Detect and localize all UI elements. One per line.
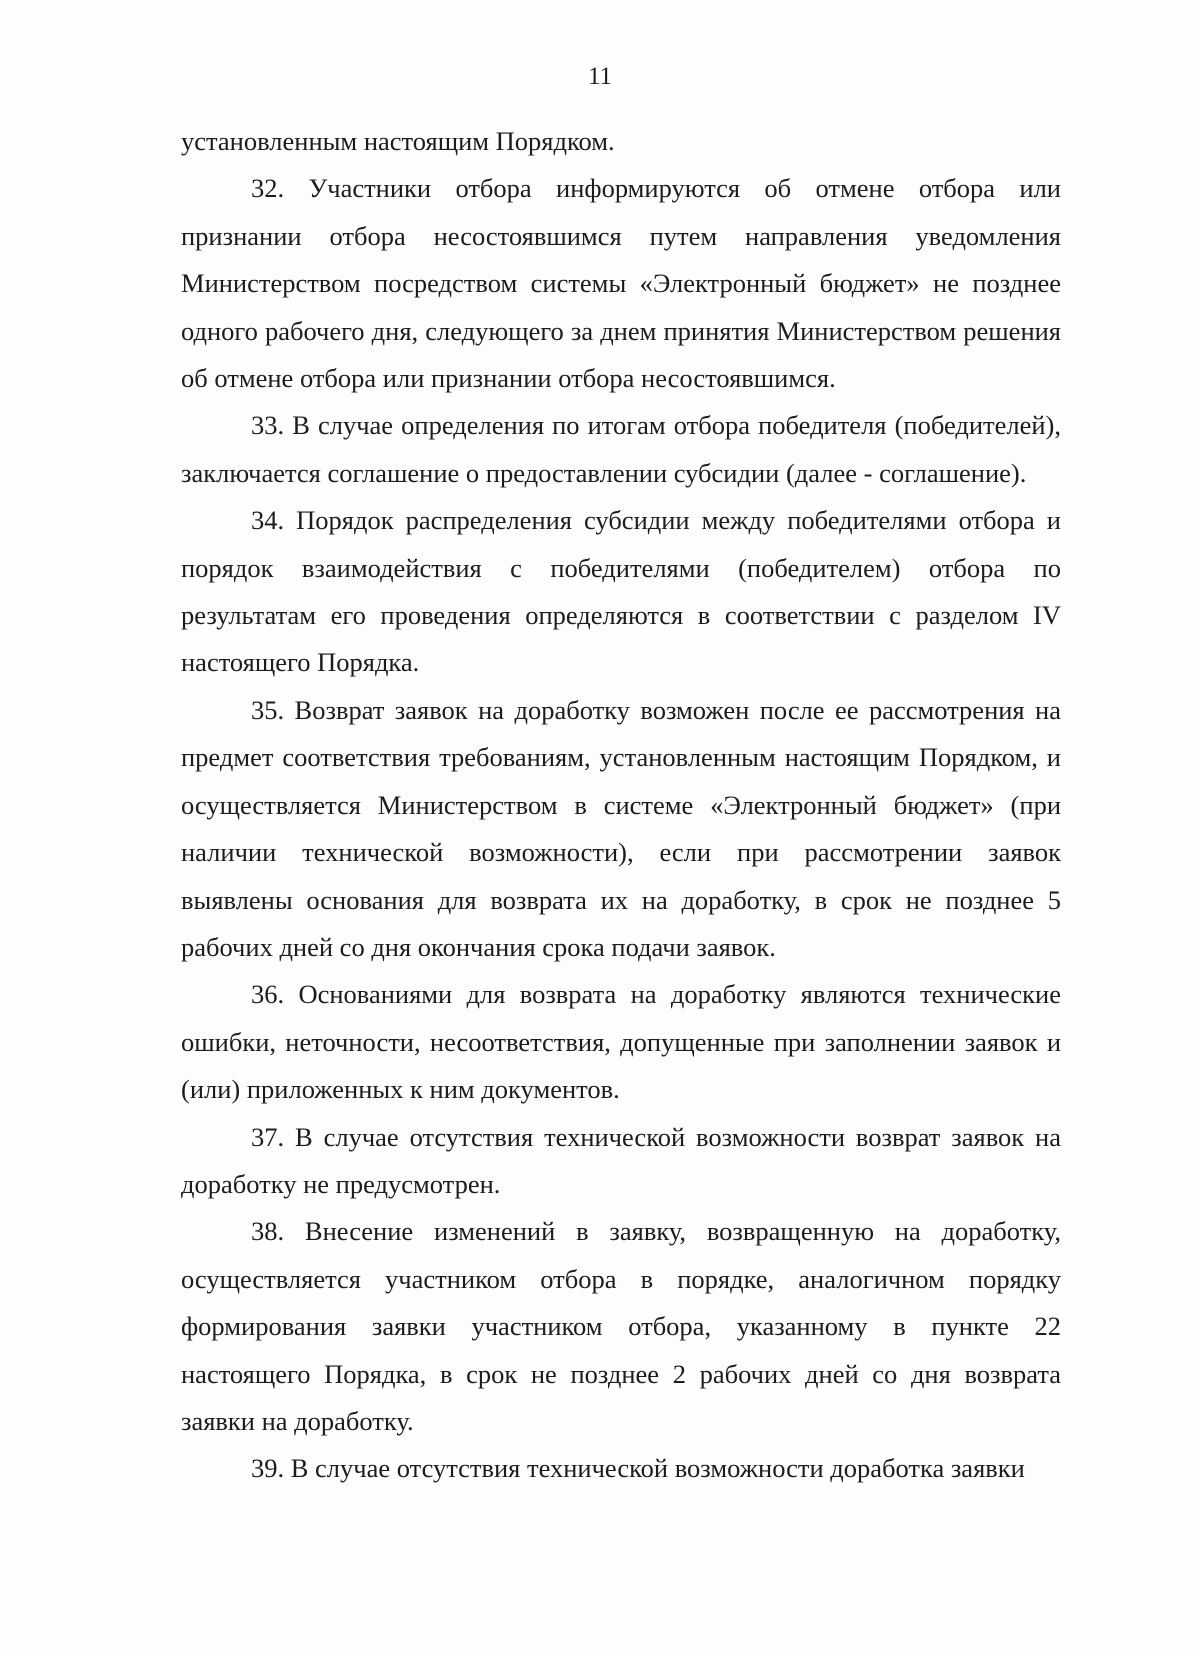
page-number: 11 [587,63,613,90]
paragraph-33: 33. В случае определения по итогам отбора победителя (победителей), заключается соглашение о предоставлении субсидии (далее - соглашение). [181,410,1061,488]
paragraph-39: 39. В случае отсутствия технической возможности доработка заявки [251,1453,1025,1484]
paragraph-37: 37. В случае отсутствия технической возможности возврат заявок на доработку не предусмотрен. [181,1121,1061,1199]
paragraph-continuation: установленным настоящим Порядком. [181,126,615,156]
paragraph-35: 35. Возврат заявок на доработку возможен после ее рассмотрения на предмет соответствия требованиям, установленным настоящим Порядком, и осуществляется Министерством в системе «Электронный бюджет» (при наличии технической возможности), если при рассмотрении заявок выявлены основания для возврата их на доработку, в срок не позднее 5 рабочих дней со дня окончания срока подачи заявок. [181,694,1061,962]
paragraph-38: 38. Внесение изменений в заявку, возвращенную на доработку, осуществляется участником отбора в порядке, аналогичном порядку формирования заявки участником отбора, указанному в пункте 22 настоящего Порядка, в срок не позднее 2 рабочих дней со дня возврата заявки на доработку. [181,1216,1061,1436]
paragraph-34: 34. Порядок распределения субсидии между победителями отбора и порядок взаимодействия с победителями (победителем) отбора по результатам его проведения определяются в соответствии с разделом IV настоящего Порядка. [181,505,1061,678]
paragraph-36: 36. Основаниями для возврата на доработку являются технические ошибки, неточности, несоответствия, допущенные при заполнении заявок и (или) приложенных к ним документов. [181,979,1061,1105]
document-body [181,118,1061,1493]
paragraph-32: 32. Участники отбора информируются об отмене отбора или признании отбора несостоявшимся путем направления уведомления Министерством посредством системы «Электронный бюджет» не позднее одного рабочего дня, следующего за днем принятия Министерством решения об отмене отбора или признании отбора несостоявшимся. [181,173,1061,394]
